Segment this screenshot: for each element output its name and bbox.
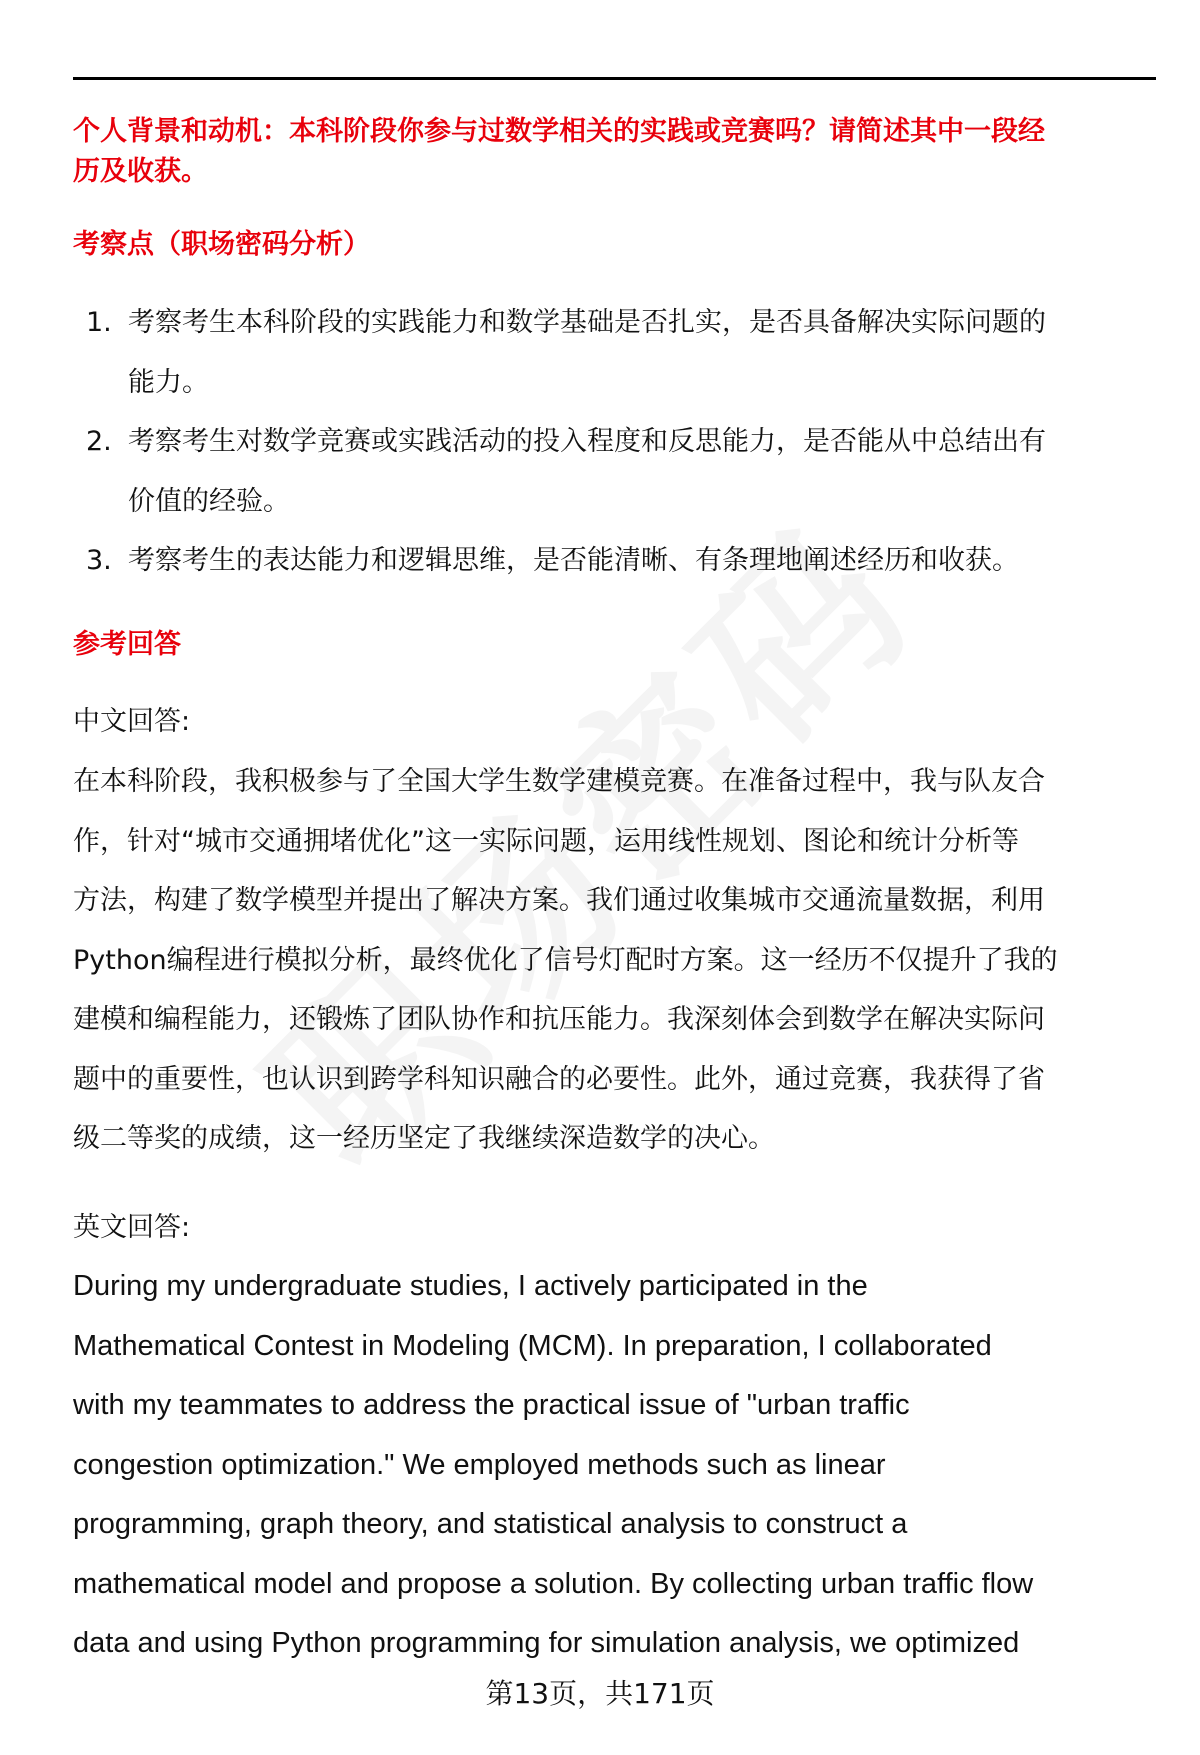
- question-heading: [73, 112, 1163, 192]
- list-number: 3.: [86, 545, 112, 576]
- question-line: 历及收获。: [73, 156, 208, 187]
- header-divider: [73, 77, 1156, 80]
- list-text: 考察考生本科阶段的实践能力和数学基础是否扎实，是否具备解决实际问题的: [128, 307, 1046, 338]
- list-text: 价值的经验。: [128, 485, 290, 517]
- answer-line: with my teammates to address the practical issue of "urban traffic: [73, 1389, 910, 1421]
- list-text: 能力。: [128, 366, 209, 398]
- reference-heading: 参考回答: [73, 629, 181, 660]
- chinese-answer-label: 中文回答:: [73, 706, 191, 737]
- list-number: 1.: [86, 307, 112, 338]
- list-item: [86, 412, 1176, 531]
- answer-line: 级二等奖的成绩，这一经历坚定了我继续深造数学的决心。: [73, 1123, 775, 1154]
- answer-line: Python编程进行模拟分析，最终优化了信号灯配时方案。这一经历不仅提升了我的: [73, 944, 1058, 976]
- answer-line: 在本科阶段，我积极参与了全国大学生数学建模竞赛。在准备过程中，我与队友合: [73, 766, 1045, 797]
- answer-line: programming, graph theory, and statistical analysis to construct a: [73, 1508, 908, 1540]
- list-text: 考察考生的表达能力和逻辑思维，是否能清晰、有条理地阐述经历和收获。: [128, 545, 1019, 576]
- list-item: [86, 531, 1176, 591]
- assessment-heading: 考察点（职场密码分析）: [73, 229, 370, 260]
- answer-line: congestion optimization." We employed methods such as linear: [73, 1448, 886, 1481]
- page-number: 第13页，共171页: [485, 1677, 715, 1710]
- question-line: 个人背景和动机：本科阶段你参与过数学相关的实践或竞赛吗？请简述其中一段经: [73, 116, 1045, 147]
- answer-line: 建模和编程能力，还锻炼了团队协作和抗压能力。我深刻体会到数学在解决实际问: [73, 1004, 1045, 1035]
- answer-line: Mathematical Contest in Modeling (MCM). In preparation, I collaborated: [73, 1329, 992, 1362]
- answer-line: During my undergraduate studies, I actively participated in the: [73, 1270, 868, 1302]
- chinese-answer: [73, 752, 1163, 1169]
- english-answer: [73, 1257, 1163, 1674]
- assessment-list: [86, 293, 1176, 591]
- answer-line: 作，针对“城市交通拥堵优化”这一实际问题，运用线性规划、图论和统计分析等: [73, 825, 1019, 857]
- list-item: [86, 293, 1176, 412]
- answer-line: data and using Python programming for simulation analysis, we optimized: [73, 1627, 1020, 1659]
- list-number: 2.: [86, 426, 112, 457]
- list-text: 考察考生对数学竞赛或实践活动的投入程度和反思能力，是否能从中总结出有: [128, 426, 1046, 457]
- answer-line: 题中的重要性，也认识到跨学科知识融合的必要性。此外，通过竞赛，我获得了省: [73, 1063, 1045, 1095]
- answer-line: 方法，构建了数学模型并提出了解决方案。我们通过收集城市交通流量数据，利用: [73, 885, 1045, 916]
- answer-line: mathematical model and propose a solution. By collecting urban traffic flow: [73, 1567, 1034, 1600]
- english-answer-label: 英文回答:: [73, 1212, 191, 1243]
